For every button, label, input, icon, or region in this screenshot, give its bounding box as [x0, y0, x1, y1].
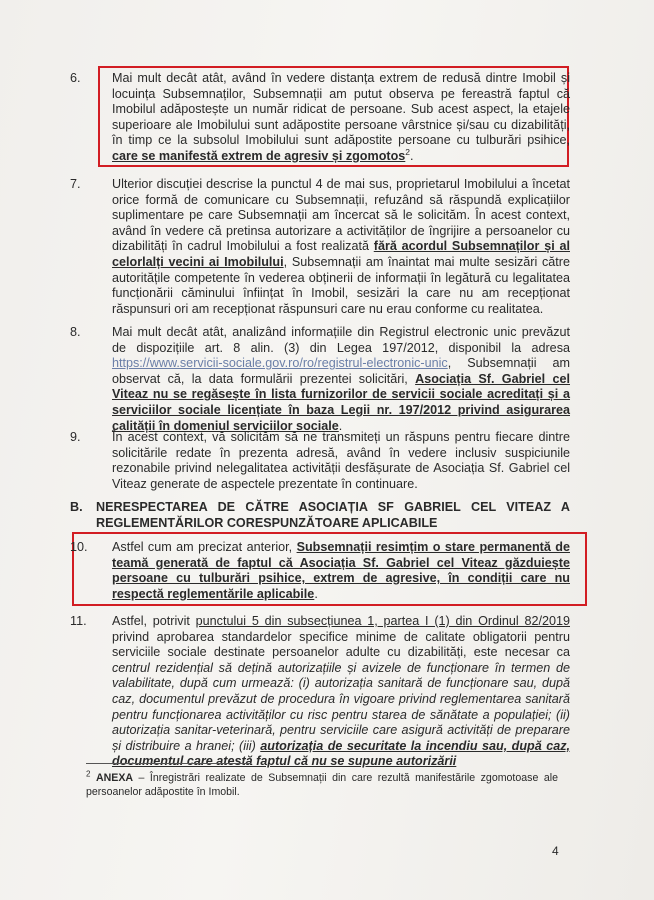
text-run: Mai mult decât atât, analizând informațiile din Registrul electronic unic prevăzut de dispozițiile art. 8 alin. (3) din Legea 197/2012, disponibil la adresa: [112, 325, 570, 355]
text-run: care se manifestă extrem de agresiv și zgomotos: [112, 148, 406, 163]
footnote-reference: 2: [405, 146, 411, 157]
paragraph-number: 10.: [70, 540, 88, 554]
text-run: Astfel cum am precizat anterior,: [112, 540, 297, 554]
paragraph-10: [70, 540, 570, 602]
footnote-mark: 2: [86, 769, 91, 779]
paragraph-number: 8.: [70, 325, 81, 339]
paragraph-number: 11.: [70, 614, 87, 628]
paragraph-text: [112, 177, 570, 317]
paragraph-text: [112, 614, 570, 770]
paragraph-text: [112, 71, 570, 165]
text-run: .: [410, 148, 414, 163]
paragraph-9: [70, 430, 570, 492]
footnote: [86, 769, 558, 799]
paragraph-number: 6.: [70, 71, 81, 85]
registry-link[interactable]: https://www.servicii-sociale.gov.ro/ro/registrul-electronic-unic: [112, 356, 448, 371]
text-run: centrul rezidențial să dețină autorizațiile și avizele de funcționare în termen de valabilitate, după cum urmează: (i) autorizația sanitară de funcționare sau, după caz, documentul prevăzut de procedura în vigoare privind reglementarea sanitară pentru funcționarea activităților cu risc pentru starea de sănătate a populației; (ii) autorizația sanitar-veterinară, pentru serviciile care asigură activități de preparare și distribuire a hranei; (iii): [112, 660, 570, 753]
text-run: Astfel, potrivit: [112, 614, 196, 628]
paragraph-text: [112, 325, 570, 434]
paragraph-text: [112, 540, 570, 602]
paragraph-number: 7.: [70, 177, 81, 191]
paragraph-11: [70, 614, 570, 770]
paragraph-7: [70, 177, 570, 317]
paragraph-6: [70, 71, 570, 165]
section-title: NERESPECTAREA DE CĂTRE ASOCIAȚIA SF GABRIEL CEL VITEAZ A REGLEMENTĂRILOR CORESPUNZĂTOARE APLICABILE: [96, 500, 570, 530]
text-run: fără acordul Subsemnaților și al celorlalți vecini ai Imobilului: [112, 239, 570, 269]
text-run: Subsemnații resimțim o stare permanentă de teamă generată de faptul că Asociația Sf. Gabriel cel Viteaz găzduiește persoane cu tulburări psihice, extrem de agresive, în condiții care nu respectă reglementările aplicabile: [112, 540, 570, 601]
section-heading-b: [70, 499, 570, 531]
footnote-divider: [86, 763, 251, 764]
footnote-text: – Înregistrări realizate de Subsemnații din care rezultă manifestările zgomotoase ale persoanelor adăpostite în Imobil.: [86, 772, 558, 798]
text-run: autorizația de securitate la incendiu sau, după caz, documentul care atestă faptul că nu se supune autorizării: [112, 738, 570, 769]
text-run: Mai mult decât atât, având în vedere distanța extrem de redusă dintre Imobil și locuința Subsemnaților, Subsemnații am putut observa pe fereastră faptul că Imobilul adăpostește un număr ridicat de persoane. Sub acest aspect, la etajele superioare ale Imobilului sunt adăpostite persoane vârstnice și/sau cu dizabilități, în timp ce la subsolul Imobilului sunt adăpostite persoane cu tulburări psihice,: [112, 71, 570, 148]
text-run: Asociația Sf. Gabriel cel Viteaz nu se regăsește în lista furnizorilor de servicii sociale acreditați și a serviciilor sociale licențiate în baza Legii nr. 197/2012 privind asigurarea calității în domeniul serviciilor sociale: [112, 371, 570, 433]
text-run: În acest context, vă solicităm să ne transmiteți un răspuns pentru fiecare dintre solicitările redate în prezenta adresă, având în vedere inclusiv suspiciunile rezonabile privind nelegalitatea activității desfășurate de Asociația Sf. Gabriel cel Viteaz generate de aspectele prezentate în continuare.: [112, 430, 570, 491]
text-run: Ulterior discuției descrise la punctul 4 de mai sus, proprietarul Imobilului a încetat orice formă de comunicare cu Subsemnații, refuzând să răspundă explicațiilor suplimentare pe care Subsemnații am încercat să le solicităm. În acest context, având în vedere că pretinsa autorizare a activităților de îngrijire a persoanelor cu dizabilități în cadrul Imobilului a fost realizată: [112, 177, 570, 254]
paragraph-number: 9.: [70, 430, 81, 444]
paragraph-text: [112, 430, 570, 492]
text-run: punctului 5 din subsecțiunea 1, partea I (1) din Ordinul 82/2019: [195, 614, 570, 628]
page-number: 4: [552, 844, 559, 858]
text-run: .: [314, 586, 318, 601]
text-run: privind aprobarea standardelor specifice minime de calitate obligatorii pentru serviciile sociale destinate persoanelor adulte cu dizabilități, este necesar ca: [112, 629, 570, 660]
text-run: , Subsemnații am înaintat mai multe sesizări către autoritățile competente în vederea obținerii de informații în legătură cu legalitatea funcționării căminului înființat în Imobil, sesizări la care nu am recepționat răspunsuri ori am recepționat răspunsuri care nu erau conforme cu realitatea.: [112, 254, 570, 316]
text-run: .: [338, 418, 343, 433]
paragraph-8: [70, 325, 570, 434]
text-run: , Subsemnații am observat că, la data formulării prezentei solicitări,: [112, 356, 570, 386]
section-letter: B.: [70, 500, 83, 514]
footnote-label: ANEXA: [95, 772, 134, 784]
